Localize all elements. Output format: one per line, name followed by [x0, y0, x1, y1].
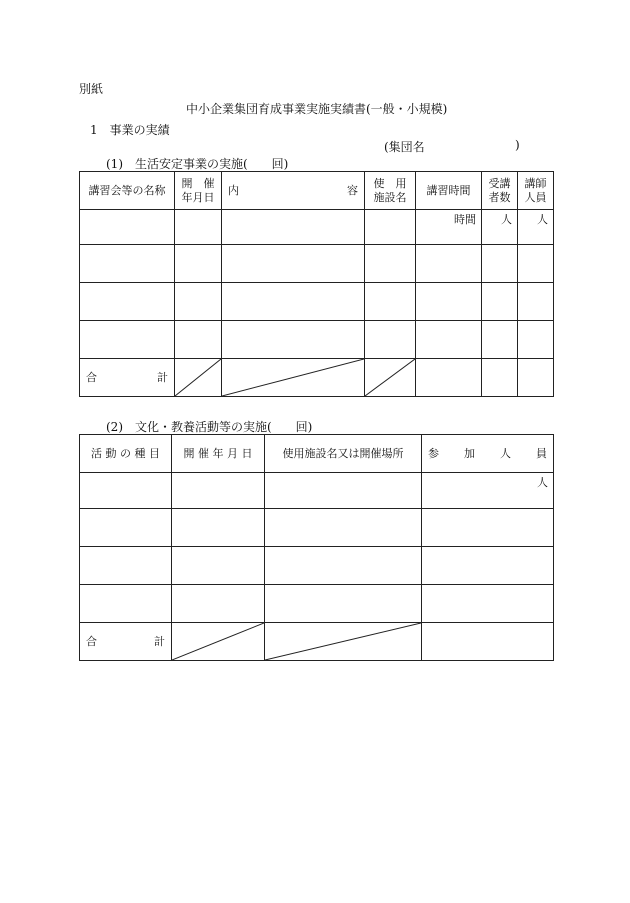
cell-input[interactable] [222, 245, 365, 283]
cell-input[interactable] [172, 547, 265, 585]
header-attendees-top: 受講 [488, 176, 511, 190]
header-lecturers-bottom: 人員 [524, 190, 547, 204]
cell-input[interactable] [172, 509, 265, 547]
header-course-name [80, 172, 175, 210]
total-lecturers-cell[interactable] [518, 359, 554, 397]
section-heading: 1 事業の実績 [90, 123, 170, 137]
total-label [80, 623, 172, 661]
total-hours-cell[interactable] [416, 359, 482, 397]
diagonal-line [222, 359, 364, 396]
header-participants-char: 人 [500, 446, 511, 460]
cell-input[interactable] [365, 283, 416, 321]
cell-input[interactable] [518, 245, 554, 283]
cell-input[interactable] [175, 283, 222, 321]
cell-input[interactable] [416, 283, 482, 321]
cell-input[interactable] [365, 210, 416, 245]
header-content [222, 172, 365, 210]
cell-input[interactable] [80, 473, 172, 509]
header-participants [422, 435, 554, 473]
cell-input[interactable] [172, 473, 265, 509]
table-row [80, 245, 554, 283]
living-stability-table [79, 171, 554, 397]
cell-input[interactable] [265, 585, 422, 623]
cell-input[interactable] [416, 245, 482, 283]
diagonal-line [365, 359, 415, 396]
table-row [80, 210, 554, 245]
lecturers-unit: 人 [537, 213, 548, 226]
header-lecturers [518, 172, 554, 210]
cell-input[interactable] [222, 283, 365, 321]
cell-input[interactable] [175, 245, 222, 283]
diagonal-line [265, 623, 421, 660]
cell-input[interactable] [80, 245, 175, 283]
table-row [80, 473, 554, 509]
cell-input[interactable] [416, 321, 482, 359]
header-content-right: 容 [347, 183, 358, 197]
header-hours-text: 講習時間 [426, 183, 471, 197]
cultural-activities-table [79, 434, 554, 661]
attendees-unit-cell[interactable] [482, 210, 518, 245]
total-row [80, 623, 554, 661]
cell-input[interactable] [172, 585, 265, 623]
diagonal-cell [222, 359, 365, 397]
header-facility-bottom: 施設名 [373, 190, 407, 204]
total-label-right: 計 [157, 370, 168, 384]
diagonal-cell [365, 359, 416, 397]
header-facility [265, 435, 422, 473]
header-date-bottom: 年月日 [181, 190, 215, 204]
cell-input[interactable] [80, 321, 175, 359]
cell-input[interactable] [518, 283, 554, 321]
total-label-right: 計 [154, 634, 165, 648]
header-facility-text: 使用施設名又は開催場所 [282, 446, 404, 460]
cell-input[interactable] [80, 509, 172, 547]
header-date [175, 172, 222, 210]
lecturers-unit-cell[interactable] [518, 210, 554, 245]
total-label [80, 359, 175, 397]
header-content-left: 内 [228, 183, 239, 197]
diagonal-cell [172, 623, 265, 661]
header-course-name-text: 講習会等の名称 [88, 183, 166, 197]
table-row [80, 585, 554, 623]
cell-input[interactable] [422, 509, 554, 547]
group-name-open: (集団名 [384, 140, 425, 154]
total-attendees-cell[interactable] [482, 359, 518, 397]
cell-input[interactable] [222, 321, 365, 359]
group-name-close: ) [515, 138, 520, 152]
header-date [172, 435, 265, 473]
cell-input[interactable] [482, 321, 518, 359]
annex-label: 別紙 [79, 82, 104, 96]
header-attendees [482, 172, 518, 210]
cell-input[interactable] [265, 547, 422, 585]
participants-unit: 人 [537, 476, 548, 489]
header-lecturers-top: 講師 [524, 176, 547, 190]
cell-input[interactable] [80, 547, 172, 585]
table-row [80, 509, 554, 547]
cell-input[interactable] [365, 321, 416, 359]
document-title: 中小企業集団育成事業実施実績書(一般・小規模) [186, 102, 448, 116]
header-activity-type [80, 435, 172, 473]
cell-input[interactable] [222, 210, 365, 245]
header-activity-type-text: 活 動 の 種 目 [91, 446, 160, 460]
attendees-unit: 人 [501, 213, 512, 226]
header-participants-char: 加 [464, 446, 475, 460]
header-facility [365, 172, 416, 210]
cell-input[interactable] [175, 321, 222, 359]
participants-unit-cell[interactable] [422, 473, 554, 509]
diagonal-line [172, 623, 264, 660]
cell-input[interactable] [265, 473, 422, 509]
header-date-top: 開 催 [181, 176, 215, 190]
header-facility-top: 使 用 [373, 176, 407, 190]
header-participants-char: 参 [428, 446, 439, 460]
total-label-left: 合 [86, 634, 97, 648]
cell-input[interactable] [482, 283, 518, 321]
table-row [80, 283, 554, 321]
cell-input[interactable] [265, 509, 422, 547]
header-participants-char: 員 [536, 446, 547, 460]
cell-input[interactable] [422, 547, 554, 585]
cell-input[interactable] [175, 210, 222, 245]
hours-unit-cell[interactable] [416, 210, 482, 245]
diagonal-line [175, 359, 221, 396]
cell-input[interactable] [80, 283, 175, 321]
total-participants-cell[interactable] [422, 623, 554, 661]
cell-input[interactable] [80, 585, 172, 623]
total-label-left: 合 [86, 370, 97, 384]
total-row [80, 359, 554, 397]
table1-heading: (1) 生活安定事業の実施( 回) [106, 157, 289, 171]
header-date-text: 開 催 年 月 日 [183, 446, 253, 460]
cell-input[interactable] [518, 321, 554, 359]
table-row [80, 321, 554, 359]
diagonal-cell [175, 359, 222, 397]
table-row [80, 547, 554, 585]
cell-input[interactable] [80, 210, 175, 245]
cell-input[interactable] [422, 585, 554, 623]
header-hours [416, 172, 482, 210]
table2-heading: (2) 文化・教養活動等の実施( 回) [106, 420, 313, 434]
header-attendees-bottom: 者数 [488, 190, 511, 204]
hours-unit: 時間 [454, 213, 476, 226]
diagonal-cell [265, 623, 422, 661]
cell-input[interactable] [365, 245, 416, 283]
cell-input[interactable] [482, 245, 518, 283]
